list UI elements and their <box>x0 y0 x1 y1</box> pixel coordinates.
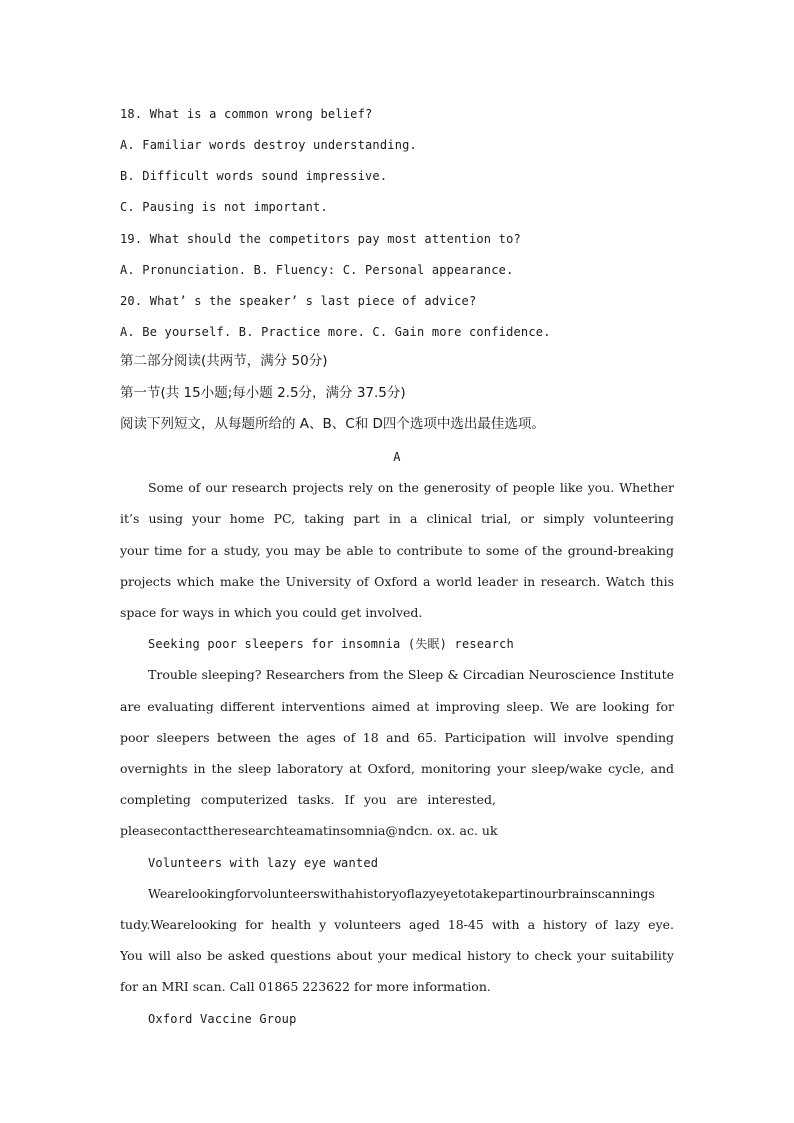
paragraph-line: poor sleepers between the ages of 18 and 65. Participation will involve spending <box>120 730 674 745</box>
section-instruction: 阅读下列短文，从每题所给的 A、B、C和 D四个选项中选出最佳选项。 <box>120 416 545 432</box>
paragraph-line: tudy.Wearelooking for health y volunteers aged 18-45 with a history of lazy eye. <box>120 917 674 932</box>
passage-intro-line: it’s using your home PC, taking part in a clinical trial, or simply volunteering <box>120 511 674 526</box>
passage-intro-line: your time for a study, you may be able to contribute to some of the ground-breaking <box>120 543 674 558</box>
paragraph-line: for an MRI scan. Call 01865 223622 for more information. <box>120 979 491 994</box>
passage-intro-line: space for ways in which you could get involved. <box>120 605 423 620</box>
paragraph-line-email: pleasecontacttheresearchteamatinsomnia@ndcn. ox. ac. uk <box>120 823 498 838</box>
paragraph-line: You will also be asked questions about your medical history to check your suitability <box>120 948 674 963</box>
heading-insomnia-research: Seeking poor sleepers for insomnia (失眠) research <box>148 637 514 651</box>
section-sub-title: 第一节(共 15小题;每小题 2.5分，满分 37.5分) <box>120 385 406 401</box>
paragraph-line: are evaluating different interventions aimed at improving sleep. We are looking for <box>120 699 674 714</box>
paragraph-line: overnights in the sleep laboratory at Oxford, monitoring your sleep/wake cycle, and <box>120 761 674 776</box>
question-19: 19. What should the competitors pay most attention to? <box>120 232 521 246</box>
question-19-options: A. Pronunciation. B. Fluency: C. Personal appearance. <box>120 263 514 277</box>
paragraph-line: Wearelookingforvolunteerswithahistoryoflazyeyetotakepartinourbrainscannings <box>148 886 655 901</box>
passage-intro-line: projects which make the University of Oxford a world leader in research. Watch this <box>120 574 674 589</box>
heading-oxford-vaccine-group: Oxford Vaccine Group <box>148 1012 297 1026</box>
question-20: 20. What’ s the speaker’ s last piece of advice? <box>120 294 477 308</box>
passage-label: A <box>393 450 401 464</box>
paragraph-line: Trouble sleeping? Researchers from the Sleep & Circadian Neuroscience Institute <box>148 667 674 682</box>
paragraph-line: completing computerized tasks. If you are interested, <box>120 792 497 807</box>
question-18-option-c: C. Pausing is not important. <box>120 200 328 214</box>
heading-lazy-eye: Volunteers with lazy eye wanted <box>148 856 379 870</box>
passage-intro-line: Some of our research projects rely on the generosity of people like you. Whether <box>148 480 674 495</box>
question-18: 18. What is a common wrong belief? <box>120 107 373 121</box>
section-part-title: 第二部分阅读(共两节，满分 50分) <box>120 353 328 369</box>
question-18-option-b: B. Difficult words sound impressive. <box>120 169 388 183</box>
question-20-options: A. Be yourself. B. Practice more. C. Gain more confidence. <box>120 325 551 339</box>
question-18-option-a: A. Familiar words destroy understanding. <box>120 138 417 152</box>
